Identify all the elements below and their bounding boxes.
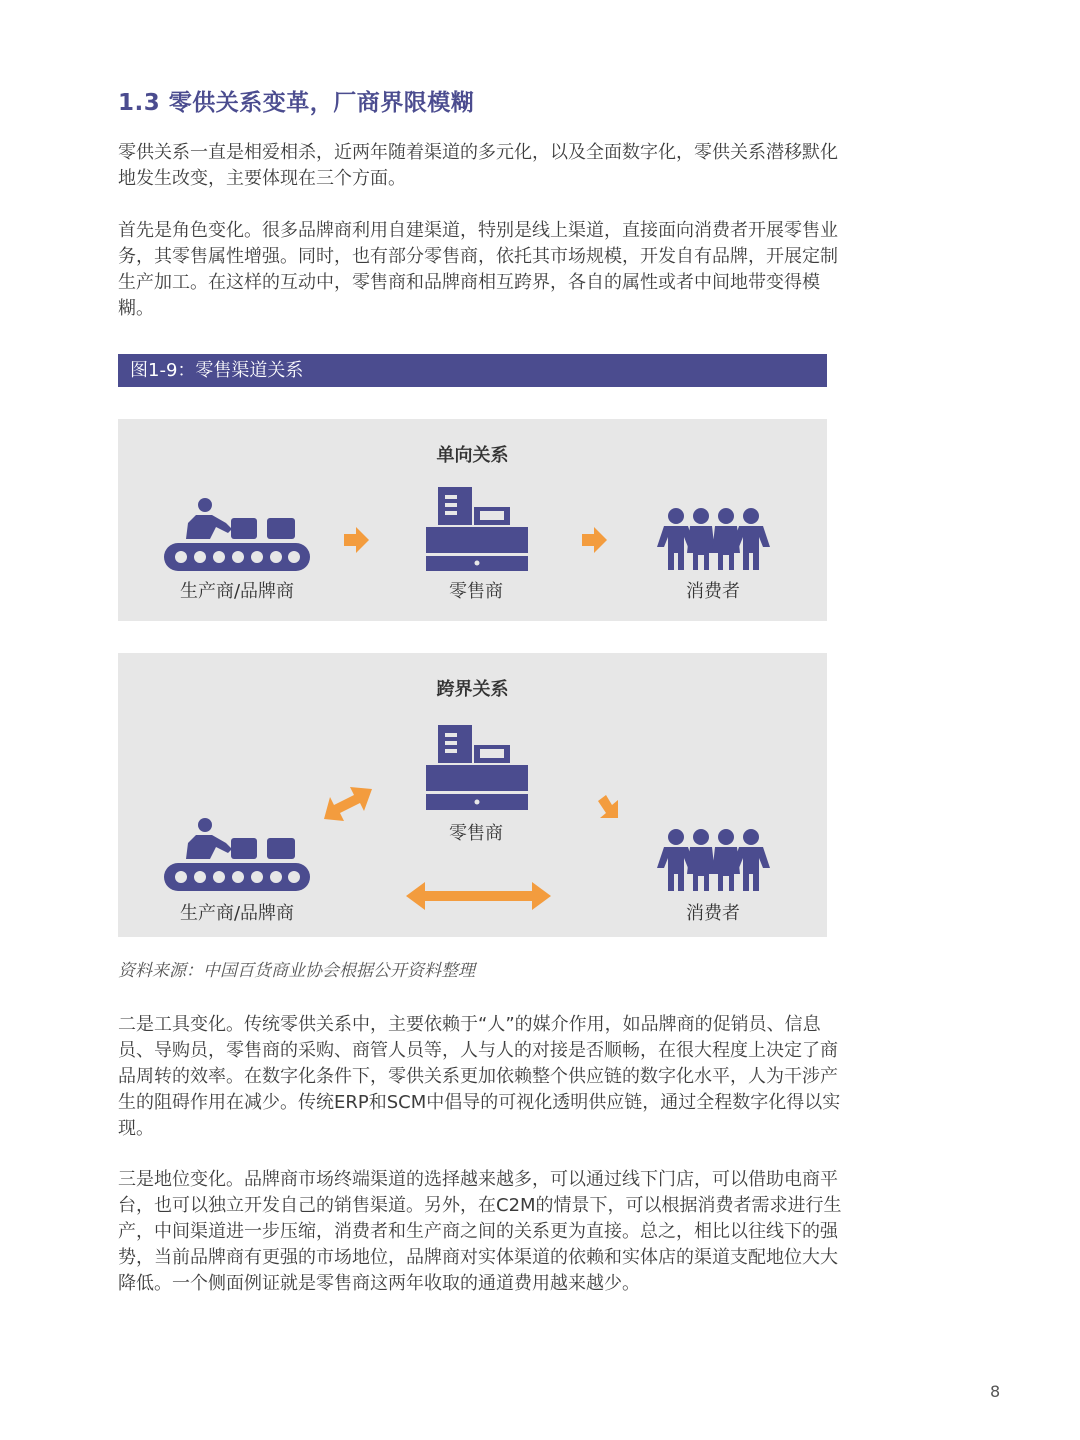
cash-register-icon bbox=[426, 725, 528, 810]
factory-conveyor-icon bbox=[164, 498, 310, 571]
paragraph-position-change: 三是地位变化。品牌商市场终端渠道的选择越来越多，可以通过线下门店，可以借助电商平台，也可以独立开发自己的销售渠道。另外，在C2M的情景下，可以根据消费者需求进行生产，中间渠道进一步压缩，消费者和生产商之间的关系更为直接。总之，相比以往线下的强势，当前品牌商有更强的市场地位，品牌商对实体渠道的依赖和实体店的渠道支配地位大大降低。一个侧面例证就是零售商这两年收取的通道费用越来越少。 bbox=[118, 1169, 842, 1294]
figure-caption: 图1-9：零售渠道关系 bbox=[118, 354, 827, 387]
arrow-right-icon bbox=[598, 795, 618, 818]
label-consumer: 消费者 bbox=[686, 903, 740, 924]
diagram-panel-cross-border bbox=[118, 653, 827, 937]
double-arrow-icon bbox=[406, 882, 551, 910]
panel-title-cross-border: 跨界关系 bbox=[436, 679, 509, 700]
arrow-right-icon bbox=[582, 527, 607, 553]
double-arrow-icon bbox=[324, 787, 372, 821]
factory-conveyor-icon bbox=[164, 818, 310, 891]
consumers-group-icon bbox=[657, 829, 770, 891]
cash-register-icon bbox=[426, 487, 528, 571]
section-heading: 1.3 零供关系变革，厂商界限模糊 bbox=[118, 90, 475, 116]
label-producer: 生产商/品牌商 bbox=[179, 903, 295, 924]
paragraph-tool-change: 二是工具变化。传统零供关系中，主要依赖于“人”的媒介作用，如品牌商的促销员、信息员、导购员，零售商的采购、商管人员等，人与人的对接是否顺畅，在很大程度上决定了商品周转的效率。在数字化条件下，零供关系更加依赖整个供应链的数字化水平，人为干涉产生的阻碍作用在减少。传统ERP和SCM中倡导的可视化透明供应链，通过全程数字化得以实现。 bbox=[118, 1014, 841, 1139]
paragraph-role-change: 首先是角色变化。很多品牌商利用自建渠道，特别是线上渠道，直接面向消费者开展零售业务，其零售属性增强。同时，也有部分零售商，依托其市场规模，开发自有品牌，开展定制生产加工。在这样的互动中，零售商和品牌商相互跨界，各自的属性或者中间地带变得模糊。 bbox=[118, 220, 838, 319]
figure-source: 资料来源：中国百货商业协会根据公开资料整理 bbox=[118, 961, 475, 981]
paragraph-intro: 零供关系一直是相爱相杀，近两年随着渠道的多元化，以及全面数字化，零供关系潜移默化地发生改变，主要体现在三个方面。 bbox=[118, 142, 838, 189]
page-number: 8 bbox=[990, 1382, 1001, 1401]
label-consumer: 消费者 bbox=[686, 581, 740, 602]
arrow-right-icon bbox=[344, 527, 369, 553]
panel-title-one-way: 单向关系 bbox=[436, 445, 509, 466]
label-retailer: 零售商 bbox=[449, 581, 503, 602]
label-producer: 生产商/品牌商 bbox=[179, 581, 295, 602]
diagram-panel-one-way bbox=[118, 419, 827, 621]
consumers-group-icon bbox=[657, 508, 770, 570]
label-retailer: 零售商 bbox=[449, 823, 503, 844]
